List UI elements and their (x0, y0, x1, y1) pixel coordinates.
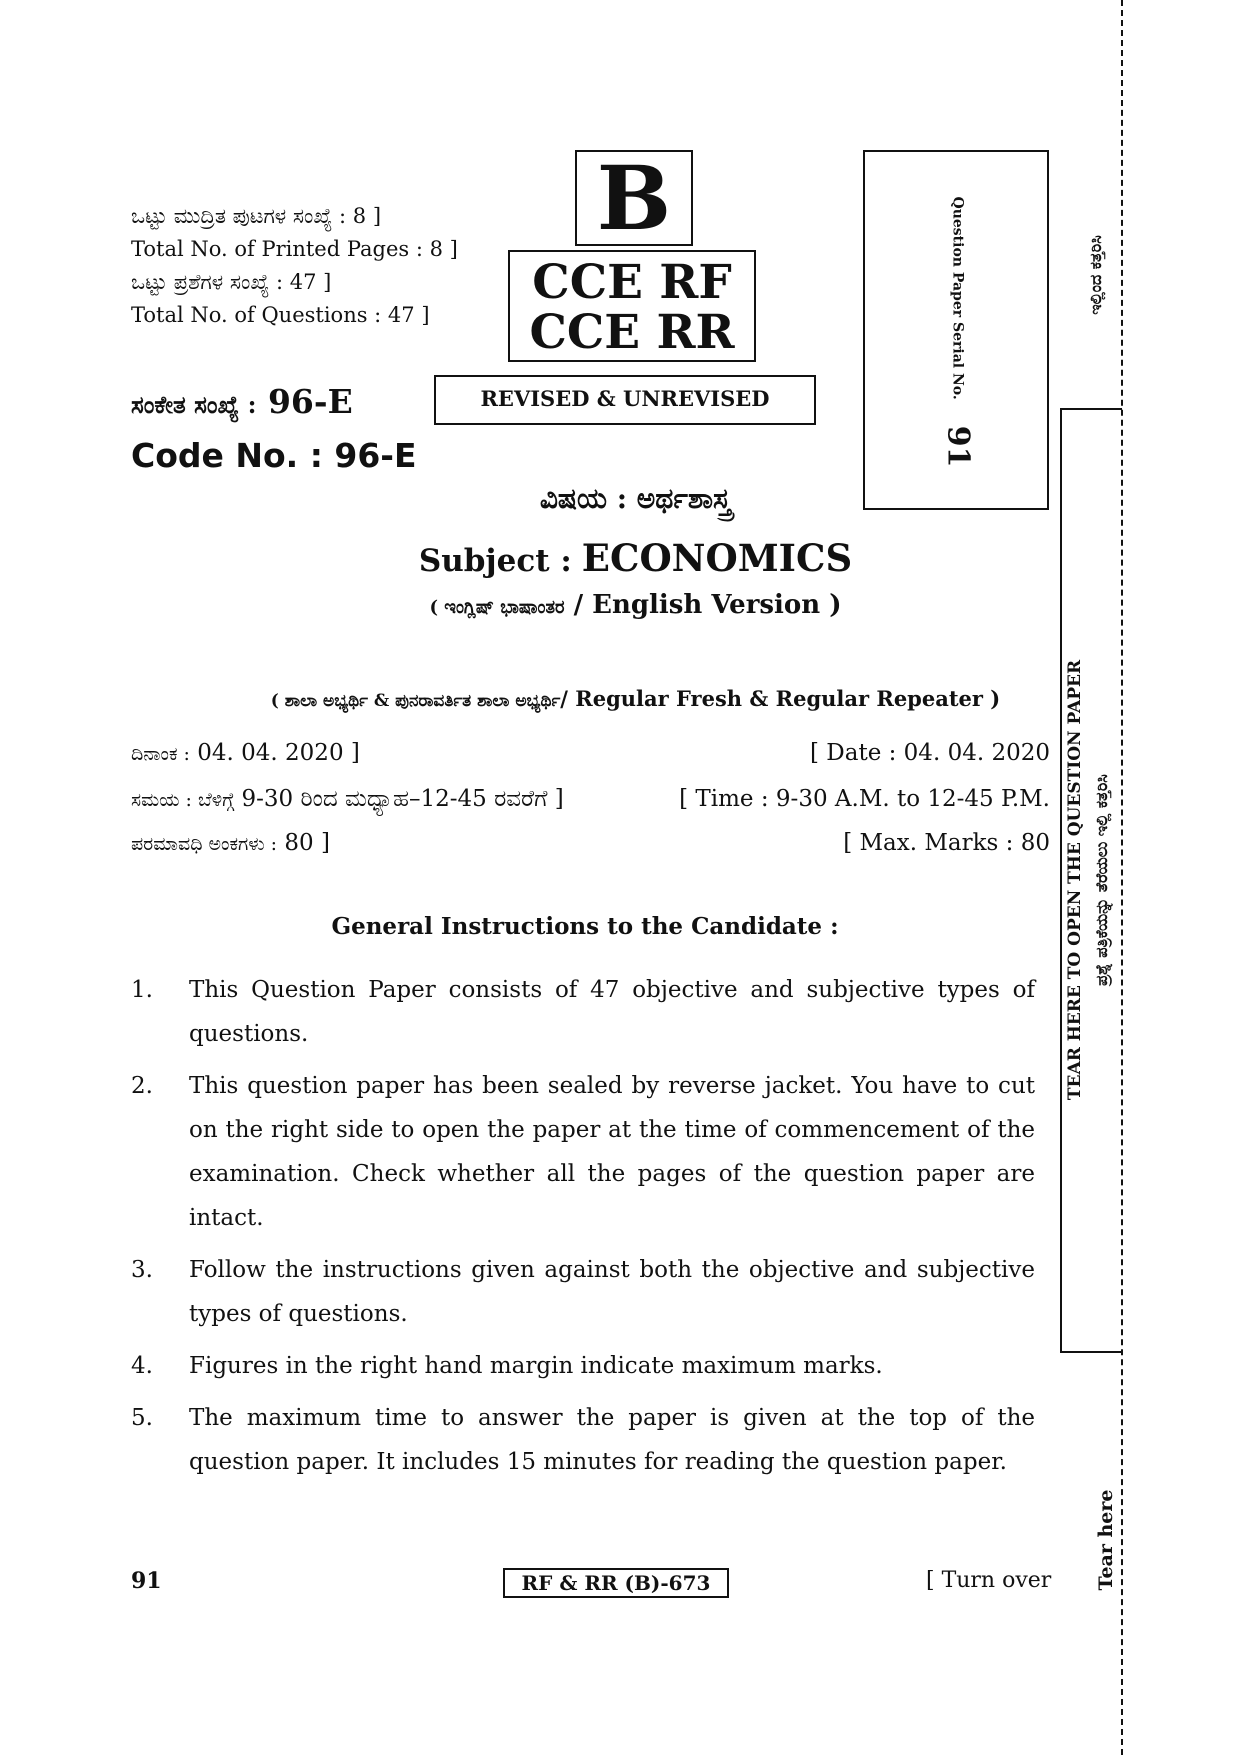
version-kannada: ( ಇಂಗ್ಲಿಷ್ ಭಾಷಾಂತರ (429, 597, 565, 618)
instruction-text: Follow the instructions given against both the objective and subjective types of questions. (189, 1257, 1035, 1327)
version-letter-box: B (575, 150, 693, 246)
marks-english: [ Max. Marks : 80 (843, 830, 1050, 856)
tear-cut-here-kannada: ಇಲ್ಲಿಂದ ಕತ್ತರಿಸಿ (1086, 235, 1105, 315)
time-row (131, 786, 1050, 812)
cce-box (508, 250, 756, 362)
instruction-number: 2. (131, 1073, 153, 1099)
instruction-number: 4. (131, 1353, 153, 1379)
candidate-type-line (0, 686, 1241, 711)
cce-line-2: CCE RR (529, 305, 735, 360)
date-english: [ Date : 04. 04. 2020 (810, 740, 1050, 766)
printed-pages-kannada: ಒಟ್ಟು ಮುದ್ರಿತ ಪುಟಗಳ ಸಂಖ್ಯೆ : 8 ] (131, 204, 382, 228)
instructions-list (131, 968, 1035, 1492)
subject-name: ECONOMICS (581, 536, 853, 580)
marks-kannada (131, 830, 330, 856)
instruction-item (131, 1248, 1035, 1336)
instruction-item (131, 1064, 1035, 1240)
serial-label: Question Paper Serial No. (949, 196, 966, 400)
questions-count-kannada: ಒಟ್ಟು ಪ್ರಶೆಗಳ ಸಂಖ್ಯೆ : 47 ] (131, 270, 332, 294)
printed-pages-english: Total No. of Printed Pages : 8 ] (131, 237, 458, 261)
questions-count-english: Total No. of Questions : 47 ] (131, 303, 430, 327)
instruction-text: Figures in the right hand margin indicate maximum marks. (189, 1353, 883, 1379)
time-kannada-label: ಸಮಯ : ಬೆಳಿಗ್ಗೆ (131, 789, 235, 811)
code-kannada-label: ಸಂಕೇತ ಸಂಖ್ಯೆ : (131, 390, 257, 419)
code-kannada-value: 96-E (267, 382, 353, 421)
date-kannada-label: ದಿನಾಂಕ : (131, 743, 190, 765)
instruction-number: 3. (131, 1257, 153, 1283)
instruction-item (131, 1344, 1035, 1388)
marks-kannada-label: ಪರಮಾವಧಿ ಅಂಕಗಳು : (131, 833, 278, 855)
candidate-type-english: / Regular Fresh & Regular Repeater ) (560, 686, 1001, 711)
date-kannada (131, 740, 360, 766)
cce-line-1: CCE RF (532, 255, 732, 310)
instruction-text: The maximum time to answer the paper is given at the top of the question paper. It includes 15 minutes for reading the question paper. (189, 1405, 1035, 1475)
footer-page-code: 91 (131, 1568, 162, 1594)
version-line (0, 590, 1241, 620)
tear-here-to-open: TEAR HERE TO OPEN THE QUESTION PAPER (1065, 659, 1085, 1101)
instructions-title: General Instructions to the Candidate : (331, 913, 839, 940)
subject-title (0, 536, 1241, 580)
footer-paper-code: RF & RR (B)-673 (503, 1568, 729, 1598)
candidate-type-kannada: ( ಶಾಲಾ ಅಭ್ಯರ್ಥಿ & ಪುನರಾವರ್ತಿತ ಶಾಲಾ ಅಭ್ಯರ್ಥಿ (270, 691, 561, 711)
subject-label: Subject : (418, 543, 572, 579)
tear-here-kannada: ಪ್ರಶ್ನೆ ಪತ್ರಿಕೆಯನ್ನು ತೆರೆಯಲು ಇಲ್ಲಿ ಕತ್ತರಿಸಿ (1092, 774, 1111, 986)
date-row (131, 740, 1050, 766)
instruction-item (131, 1396, 1035, 1484)
time-english: [ Time : 9-30 A.M. to 12-45 P.M. (679, 786, 1050, 812)
instruction-item (131, 968, 1035, 1056)
serial-number: 91 (940, 425, 976, 468)
date-kannada-value: 04. 04. 2020 ] (189, 740, 360, 766)
code-number-kannada (131, 382, 353, 421)
instruction-number: 1. (131, 977, 153, 1003)
subject-kannada: ವಿಷಯ : ಅರ್ಥಶಾಸ್ತ್ರ (539, 482, 732, 515)
instruction-text: This question paper has been sealed by reverse jacket. You have to cut on the right side to open the paper at the time of commencement of the examination. Check whether all the pages of the question paper are intact. (189, 1073, 1035, 1231)
marks-kannada-value: 80 ] (277, 830, 330, 856)
version-english: / English Version ) (573, 590, 842, 620)
paper-info-block (131, 200, 491, 332)
footer-turn-over: [ Turn over (926, 1568, 1052, 1593)
tear-here-label: Tear here (1095, 1489, 1117, 1591)
code-number-english: Code No. : 96-E (131, 436, 417, 475)
time-kannada-value: 9-30 ರಿಂದ ಮಧ್ಯಾಹ–12-45 ರವರೆಗೆ ] (234, 786, 564, 812)
revised-unrevised-box: REVISED & UNREVISED (434, 375, 816, 425)
serial-number-box (863, 150, 1049, 510)
instruction-number: 5. (131, 1405, 153, 1431)
time-kannada (131, 786, 564, 812)
instruction-text: This Question Paper consists of 47 objective and subjective types of questions. (189, 977, 1035, 1047)
serial-number-text (941, 197, 976, 468)
marks-row (131, 830, 1050, 856)
